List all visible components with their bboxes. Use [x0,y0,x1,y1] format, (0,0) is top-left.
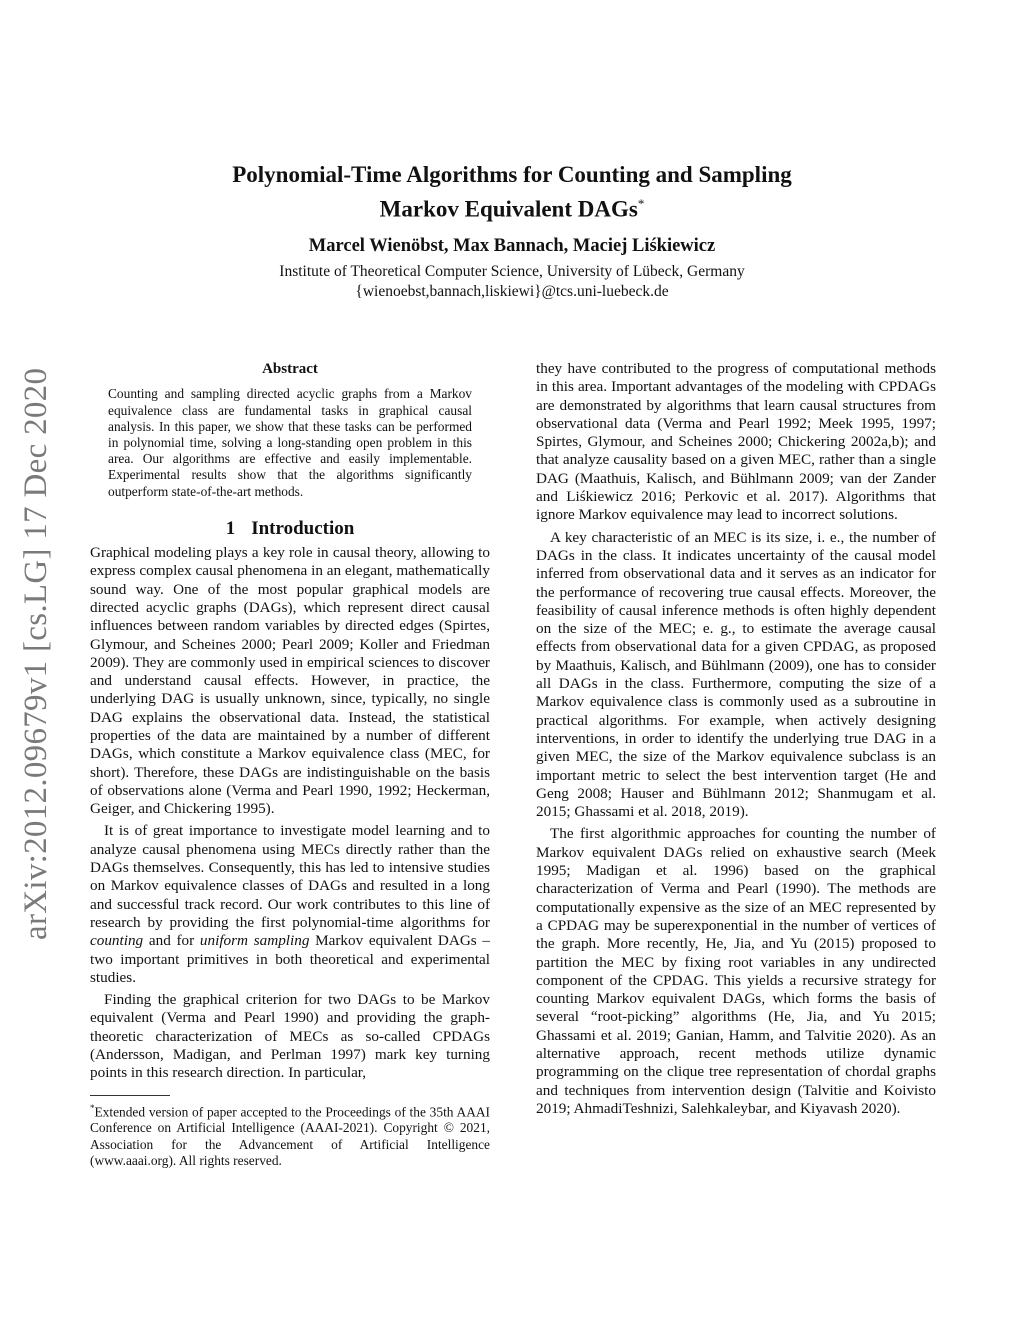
affiliation-block [0,262,1024,302]
right-column [536,360,936,1118]
title-line-2: Markov Equivalent DAGs* [379,196,645,222]
authors: Marcel Wienöbst, Max Bannach, Maciej Liśkiewicz [308,236,716,256]
footnote: *Extended version of paper accepted to the Proceedings of the 35th AAAI Conference on Artificial Intelligence (AAAI-2021). Copyright © 2021, Association for the Advancement of Artificial Intelligence (www.aaai.org). All rights reserved. [90,1102,490,1168]
abstract-heading: Abstract [262,361,318,377]
section-heading [90,517,490,539]
footnote-divider [90,1095,170,1096]
emphasis-uniform-sampling: uniform sampling [199,932,310,950]
email: {wienoebst,bannach,liskiewi}@tcs.uni-luebeck.de [355,283,669,300]
affiliation: Institute of Theoretical Computer Science, University of Lübeck, Germany [279,263,745,280]
section-title: Introduction [251,517,355,539]
intro-paragraph-2: It is of great importance to investigate model learning and to analyze causal phenomena using MECs directly rather than the DAGs themselves. Consequently, this has led to intensive studies on Markov equivalence classes of DAGs and resulted in a long and successful track record. Our work contributes to this line of research by providing the first polynomial-time algorithms for counting and for uniform sampling Markov equivalent DAGs – two important primitives in both theoretical and experimental studies. [90,822,490,986]
emphasis-counting: counting [90,932,144,950]
right-paragraph-1: they have contributed to the progress of computational methods in this area. Important advantages of the modeling with CPDAGs are demonstrated by algorithms that learn causal structures from observational data (Verma and Pearl 1992; Meek 1995, 1997; Spirtes, Glymour, and Scheines 2000; Chickering 2002a,b); and that analyze causality based on a given MEC, rather than a single DAG (Maathuis, Kalisch, and Bühlmann 2009; van der Zander and Liśkiewicz 2016; Perkovic et al. 2017). Algorithms that ignore Markov equivalence may lead to incorrect solutions. [536,360,936,524]
abstract-text: Counting and sampling directed acyclic graphs from a Markov equivalence class are fundamental tasks in graphical causal analysis. In this paper, we show that these tasks can be performed in polynomial time, solving a long-standing open problem in this area. Our algorithms are effective and easily implementable. Experimental results show that the algorithms significantly outperform state-of-the-art methods. [108,386,472,499]
footnote-mark: * [90,1102,95,1113]
title-footnote-mark: * [637,196,645,211]
paper-title [0,160,1024,224]
left-column [90,360,490,1169]
intro-paragraph-1: Graphical modeling plays a key role in causal theory, allowing to express complex causal phenomena in an elegant, mathematically sound way. One of the most popular graphical models are directed acyclic graphs (DAGs), which represent direct causal influences between random variables by directed edges (Spirtes, Glymour, and Scheines 2000; Pearl 2009; Koller and Friedman 2009). They are commonly used in empirical sciences to discover and understand causal effects. However, in practice, the underlying DAG is usually unknown, since, typically, no single DAG explains the observational data. Instead, the statistical properties of the data are maintained by a number of different DAGs, which constitute a Markov equivalence class (MEC, for short). Therefore, these DAGs are indistinguishable on the basis of observations alone (Verma and Pearl 1990, 1992; Heckerman, Geiger, and Chickering 1995). [90,544,490,818]
section-number: 1 [225,517,236,539]
arxiv-stamp: arXiv:2012.09679v1 [cs.LG] 17 Dec 2020 [18,367,54,940]
title-line-1: Polynomial-Time Algorithms for Counting and Sampling [232,162,792,187]
right-paragraph-2: A key characteristic of an MEC is its size, i. e., the number of DAGs in the class. It indicates uncertainty of the causal model inferred from observational data and it serves as an indicator for the performance of recovering true causal effects. Moreover, the feasibility of causal inference methods is often highly dependent on the size of the MEC; e. g., to estimate the average causal effects from observational data for a given CPDAG, as proposed by Maathuis, Kalisch, and Bühlmann (2009), one has to consider all DAGs in the class. Furthermore, computing the size of a Markov equivalence class is commonly used as a subroutine in practical algorithms. For example, when actively designing interventions, in order to identify the underlying true DAG in a given MEC, the size of the Markov equivalence subclass is an important metric to select the best intervention target (He and Geng 2008; Hauser and Bühlmann 2012; Shanmugam et al. 2015; Ghassami et al. 2018, 2019). [536,528,936,821]
right-paragraph-3: The first algorithmic approaches for counting the number of Markov equivalent DAGs relied on exhaustive search (Meek 1995; Madigan et al. 1996) based on the graphical characterization of Verma and Pearl (1990). The methods are computationally expensive as the size of an MEC represented by a CPDAG may be superexponential in the number of vertices of the graph. More recently, He, Jia, and Yu (2015) proposed to partition the MEC by fixing root variables in any undirected component of the CPDAG. This yields a recursive strategy for counting Markov equivalent DAGs, which forms the basis of several “root-picking” algorithms (He, Jia, and Yu 2015; Ghassami et al. 2019; Ganian, Hamm, and Talvitie 2020). As an alternative approach, recent methods utilize dynamic programming on the clique tree representation of chordal graphs and techniques from intervention design (Talvitie and Koivisto 2019; AhmadiTeshnizi, Salehkaleybar, and Kiyavash 2020). [536,825,936,1117]
intro-paragraph-3: Finding the graphical criterion for two DAGs to be Markov equivalent (Verma and Pearl 1990) and providing the graph-theoretic characterization of MECs as so-called CPDAGs (Andersson, Madigan, and Perlman 1997) mark key turning points in this research direction. In particular, [90,991,490,1082]
